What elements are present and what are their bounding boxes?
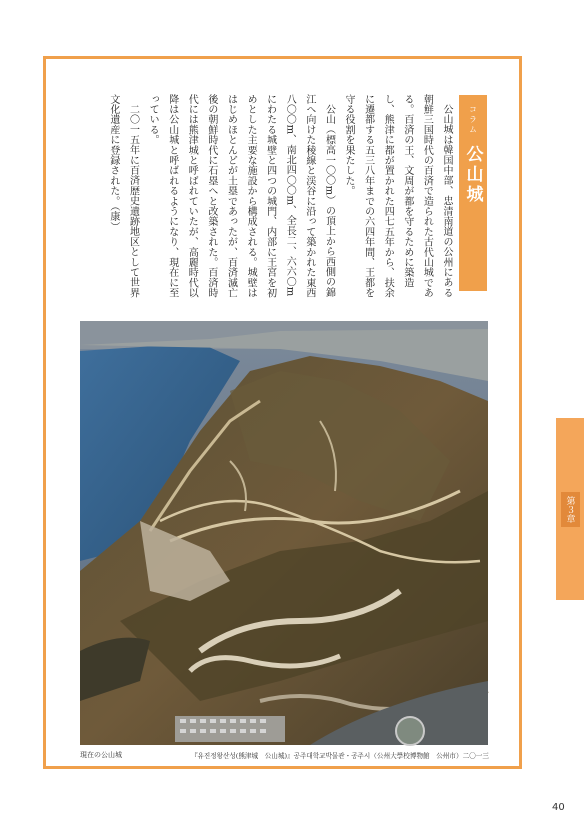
aerial-photo (80, 321, 488, 745)
paragraph: 公山（標高一〇〇m）の頂上から西側の錦江へ向けた稜線と渓谷に沿って築かれた東西八〇〇m、南北四〇〇m、全長二、六六〇mにわたる城壁と四つの城門、内部に王宮を初めとした主要な施設から構成される。城壁ははじめほとんどが土塁であったが、百済滅亡後の朝鮮時代に石塁へと改築された。百済時代には熊津城と呼ばれていたが、高麗時代以降は公山城と呼ばれるようになり、現在に至っている。 (147, 94, 335, 298)
column-body (107, 94, 456, 304)
chapter-label: 第３章 (561, 492, 580, 527)
column-badge (459, 95, 487, 291)
page-number: 40 (552, 802, 565, 813)
photo-credit: 『유진정왕산성(熊津城 公山城)』공주대학교박물관・공주시（公州大學校博物館 公州市）二〇一三 (190, 752, 489, 760)
paragraph: 二〇一五年に百済歴史遺跡地区として世界文化遺産に登録された。（康） (107, 94, 139, 298)
column-title: 公山城 (462, 145, 483, 205)
chapter-tab (556, 418, 584, 600)
aerial-photo-illustration (80, 321, 488, 745)
column-label: コラム (468, 105, 478, 135)
paragraph: 公山城は韓国中部、忠清南道の公州にある朝鮮三国時代の百済で造られた古代山城である。百済の王、文周が都を守るために築造し、熊津に都が置かれた四七五年から、扶余に遷都する五三八年までの六四年間、王都を守る役割を果たした。 (343, 94, 452, 298)
photo-caption: 現在の公山城 (80, 751, 122, 759)
